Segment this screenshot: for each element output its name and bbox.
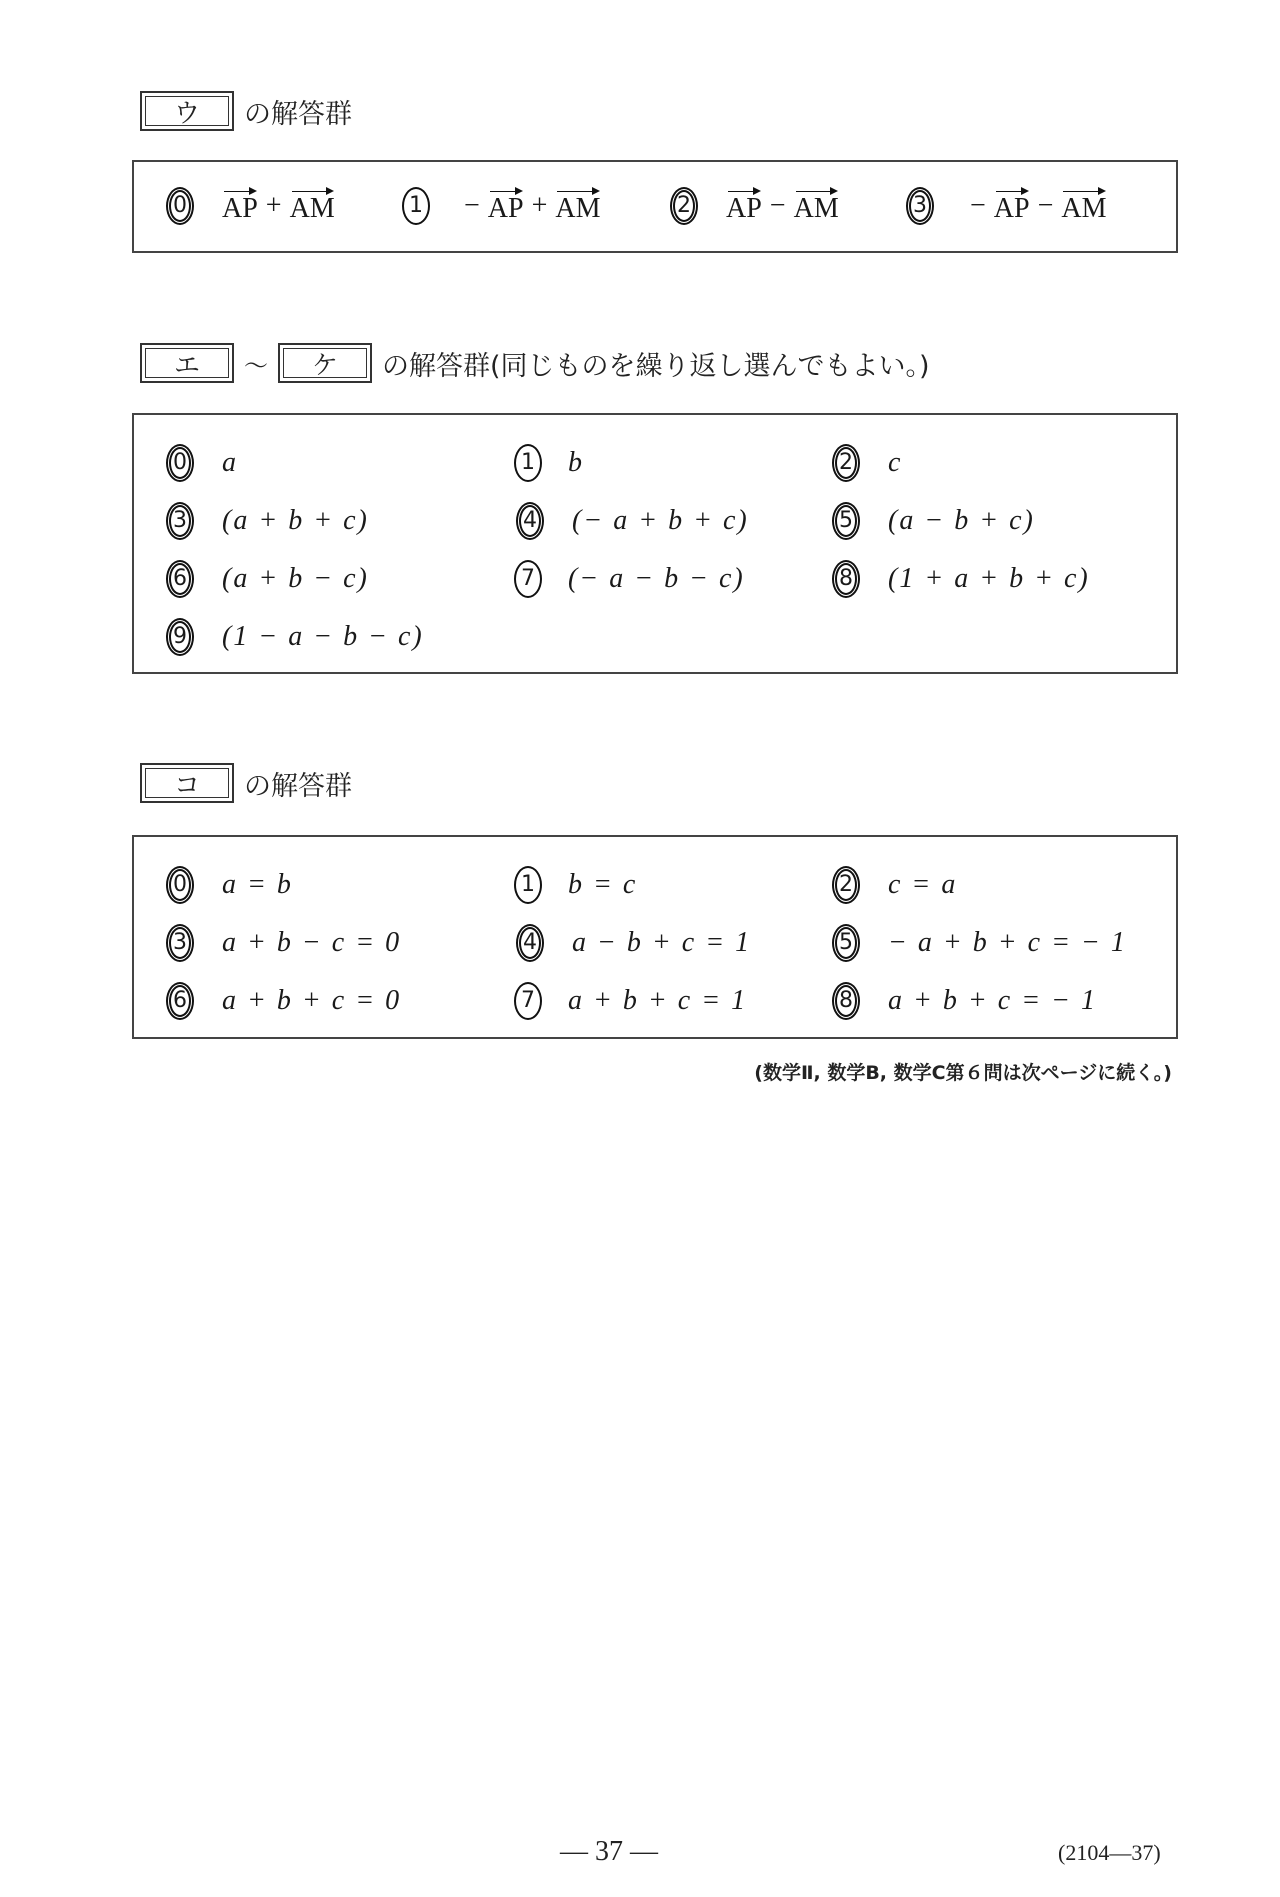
- section-title: の解答群: [244, 98, 352, 130]
- choice-ek-0[interactable]: [164, 441, 238, 485]
- choice-ko-5[interactable]: [830, 921, 1127, 965]
- choice-expression: a + b + c = 0: [222, 985, 402, 1016]
- circled-number-icon: 5: [835, 505, 857, 537]
- circled-number-icon: 3: [169, 927, 191, 959]
- circled-number-icon: 3: [909, 190, 931, 222]
- range-tilde: ～: [244, 351, 268, 380]
- circled-number-icon: 2: [835, 447, 857, 479]
- answer-box-label: コ: [173, 770, 200, 801]
- circled-number-icon: 3: [169, 505, 191, 537]
- circled-number-icon: 4: [519, 505, 541, 537]
- choice-ko-1[interactable]: [514, 863, 637, 907]
- circled-number-icon: 7: [514, 560, 542, 598]
- choice-u-3[interactable]: [904, 184, 1107, 228]
- choice-expression: a + b + c = − 1: [888, 985, 1098, 1016]
- circled-number-icon: 8: [835, 563, 857, 595]
- page-number: — 37 —: [560, 1836, 658, 1867]
- choice-expression: (− a − b − c): [568, 563, 745, 594]
- choice-expression: (a + b − c): [222, 563, 369, 594]
- choice-ek-5[interactable]: [830, 499, 1035, 543]
- answer-box-ke: [278, 343, 372, 383]
- operator: −: [464, 190, 480, 221]
- choice-expression: (a − b + c): [888, 505, 1035, 536]
- circled-number-icon: 2: [835, 869, 857, 901]
- circled-number-icon: 0: [169, 190, 191, 222]
- answer-box-label: エ: [173, 350, 200, 381]
- choice-u-0[interactable]: [164, 184, 335, 228]
- answer-box-label: ウ: [173, 98, 200, 129]
- operator: −: [970, 190, 986, 221]
- choice-ko-2[interactable]: [830, 863, 957, 907]
- circled-number-icon: 1: [514, 866, 542, 904]
- choice-ek-8[interactable]: [830, 557, 1090, 601]
- vector-ap: AP: [726, 187, 762, 225]
- choices-frame-u: [132, 160, 1178, 253]
- choice-u-2[interactable]: [668, 184, 839, 228]
- vector-ap: AP: [222, 187, 258, 225]
- section-title: の解答群(同じものを繰り返し選んでもよい。): [382, 350, 930, 382]
- vector-ap: AP: [488, 187, 524, 225]
- choice-expression: b: [568, 447, 584, 478]
- section-u-header: [140, 88, 352, 134]
- circled-number-icon: 6: [169, 563, 191, 595]
- choice-expression: (− a + b + c): [572, 505, 749, 536]
- choice-ko-8[interactable]: [830, 979, 1097, 1023]
- choice-expression: c: [888, 447, 903, 478]
- operator: +: [265, 190, 282, 221]
- choice-ek-4[interactable]: [514, 499, 749, 543]
- choice-expression: b = c: [568, 869, 638, 900]
- answer-box-label: ケ: [311, 350, 338, 381]
- choice-expression: a + b − c = 0: [222, 927, 402, 958]
- page-code: (2104—37): [1058, 1840, 1161, 1865]
- choice-expression: (1 + a + b + c): [888, 563, 1090, 594]
- circled-number-icon: 2: [673, 190, 695, 222]
- choice-ek-2[interactable]: [830, 441, 902, 485]
- choice-ko-0[interactable]: [164, 863, 293, 907]
- operator: −: [1037, 190, 1054, 221]
- choice-expression: a = b: [222, 869, 293, 900]
- circled-number-icon: 6: [169, 985, 191, 1017]
- vector-am: AM: [794, 187, 839, 225]
- vector-am: AM: [1061, 187, 1106, 225]
- choice-ko-3[interactable]: [164, 921, 401, 965]
- choice-ek-6[interactable]: [164, 557, 369, 601]
- circled-number-icon: 0: [169, 869, 191, 901]
- choice-ek-9[interactable]: [164, 615, 424, 659]
- vector-ap: AP: [994, 187, 1030, 225]
- choice-ko-4[interactable]: [514, 921, 751, 965]
- circled-number-icon: 5: [835, 927, 857, 959]
- circled-number-icon: 8: [835, 985, 857, 1017]
- circled-number-icon: 1: [402, 187, 430, 225]
- circled-number-icon: 9: [169, 621, 191, 653]
- operator: +: [531, 190, 548, 221]
- vector-am: AM: [555, 187, 600, 225]
- section-ko-header: [140, 760, 352, 806]
- choice-expression: (a + b + c): [222, 505, 369, 536]
- choice-ko-6[interactable]: [164, 979, 401, 1023]
- operator: −: [769, 190, 786, 221]
- circled-number-icon: 0: [169, 447, 191, 479]
- choice-expression: a − b + c = 1: [572, 927, 752, 958]
- choices-frame-e-ke: [132, 413, 1178, 674]
- choice-expression: a + b + c = 1: [568, 985, 748, 1016]
- vector-am: AM: [290, 187, 335, 225]
- circled-number-icon: 4: [519, 927, 541, 959]
- circled-number-icon: 1: [514, 444, 542, 482]
- choice-expression: c = a: [888, 869, 958, 900]
- choice-ko-7[interactable]: [514, 979, 747, 1023]
- answer-box-e: [140, 343, 234, 383]
- section-e-ke-header: [140, 340, 930, 386]
- answer-box-u: [140, 91, 234, 131]
- choices-frame-ko: [132, 835, 1178, 1039]
- choice-expression: a: [222, 447, 238, 478]
- choice-ek-3[interactable]: [164, 499, 369, 543]
- choice-expression: (1 − a − b − c): [222, 621, 424, 652]
- section-title: の解答群: [244, 770, 352, 802]
- choice-expression: − a + b + c = − 1: [888, 927, 1127, 958]
- continued-note: (数学Ⅱ, 数学B, 数学C第６問は次ページに続く。): [754, 1062, 1172, 1084]
- choice-u-1[interactable]: [402, 184, 601, 228]
- answer-box-ko: [140, 763, 234, 803]
- choice-ek-7[interactable]: [514, 557, 745, 601]
- choice-ek-1[interactable]: [514, 441, 584, 485]
- circled-number-icon: 7: [514, 982, 542, 1020]
